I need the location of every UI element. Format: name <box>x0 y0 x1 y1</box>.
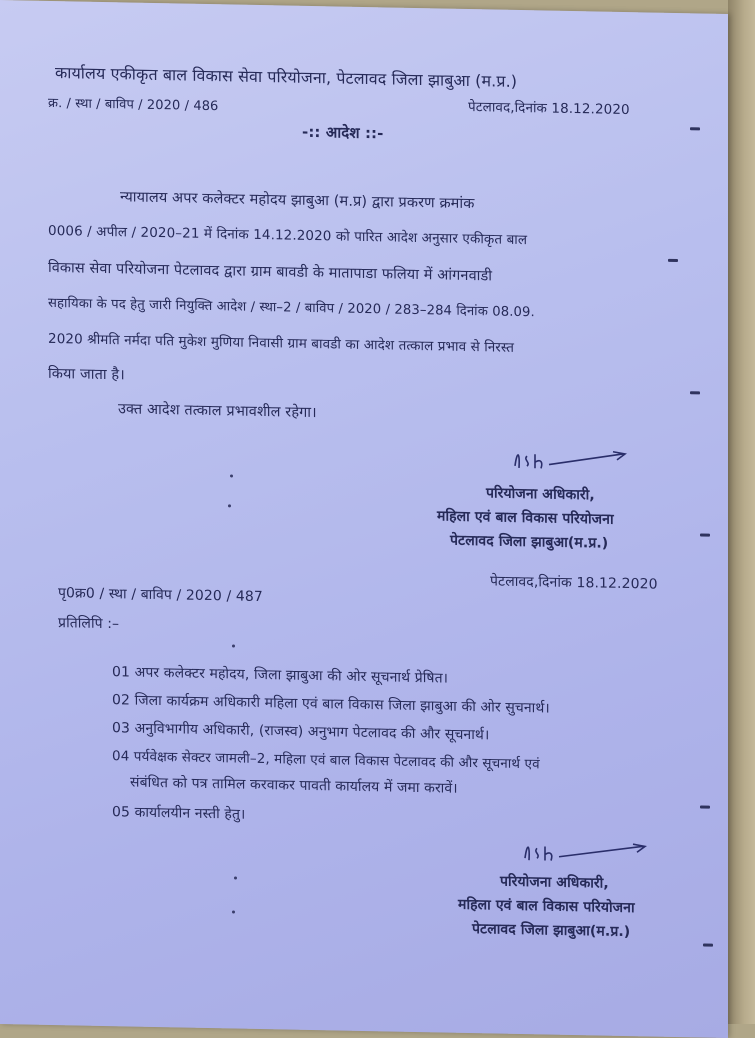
punch-mark <box>700 533 710 536</box>
order-place-date: पेटलावद,दिनांक 18.12.2020 <box>468 98 630 119</box>
speck <box>234 876 237 879</box>
endorsement-reference-number: पृ0क्र0 / स्था / बाविप / 2020 / 487 <box>58 585 263 606</box>
speck <box>232 910 235 913</box>
order-body-line: 2020 श्रीमति नर्मदा पति मुकेश मुणिया निवासी ग्राम बावडी का आदेश तत्काल प्रभाव से निरस्त <box>48 330 515 356</box>
signatory-department: महिला एवं बाल विकास परियोजना <box>437 508 614 528</box>
background-surface <box>728 0 755 1024</box>
recipient-item: 05 कार्यालयीन नस्ती हेतु। <box>112 804 246 823</box>
punch-mark <box>700 805 710 808</box>
recipient-item: 03 अनुविभागीय अधिकारी, (राजस्व) अनुभाग पेटलावद की और सूचनार्थ। <box>112 720 490 744</box>
recipient-item: 04 पर्यवेक्षक सेक्टर जामली–2, महिला एवं बाल विकास पेटलावद की और सूचनार्थ एवं <box>112 748 540 773</box>
signatory-location: पेटलावद जिला झाबुआ(म.प्र.) <box>472 921 631 941</box>
signatory-location: पेटलावद जिला झाबुआ(म.प्र.) <box>450 532 609 552</box>
order-title: -:: आदेश ::- <box>302 122 384 143</box>
signatory-designation: परियोजना अधिकारी, <box>500 873 609 892</box>
signatory-designation: परियोजना अधिकारी, <box>486 485 595 504</box>
signature-scribble <box>505 446 635 478</box>
signature-scribble <box>515 838 655 871</box>
speck <box>230 474 233 477</box>
order-body-line: विकास सेवा परियोजना पेटलावद द्वारा ग्राम बावडी के मातापाडा फलिया में आंगनवाडी <box>48 259 493 285</box>
punch-mark <box>668 259 678 262</box>
order-body-line: किया जाता है। <box>48 365 125 384</box>
copy-label: प्रतिलिपि :– <box>58 615 120 633</box>
punch-mark <box>690 391 700 394</box>
signatory-department: महिला एवं बाल विकास परियोजना <box>458 896 635 917</box>
order-body-line: 0006 / अपील / 2020–21 में दिनांक 14.12.2020 को पारित आदेश अनुसार एकीकृत बाल <box>48 222 528 249</box>
recipient-item: 02 जिला कार्यक्रम अधिकारी महिला एवं बाल विकास जिला झाबुआ की ओर सुचनार्थ। <box>112 692 550 717</box>
order-effect-line: उक्त आदेश तत्काल प्रभावशील रहेगा। <box>118 401 317 422</box>
endorsement-place-date: पेटलावद,दिनांक 18.12.2020 <box>490 573 658 593</box>
recipient-item-continuation: संबंधित को पत्र तामिल करवाकर पावती कार्यालय में जमा करावें। <box>130 774 458 797</box>
order-body-line: सहायिका के पद हेतु जारी नियुक्ति आदेश / स्था–2 / बाविप / 2020 / 283–284 दिनांक 08.09. <box>48 295 535 321</box>
recipient-item: 01 अपर कलेक्टर महोदय, जिला झाबुआ की ओर सूचनार्थ प्रेषित। <box>112 664 449 687</box>
order-body-line: न्यायालय अपर कलेक्टर महोदय झाबुआ (म.प्र) द्वारा प्रकरण क्रमांक <box>120 189 475 213</box>
office-heading: कार्यालय एकीकृत बाल विकास सेवा परियोजना, पेटलावद जिला झाबुआ (म.प्र.) <box>55 63 518 91</box>
punch-mark <box>703 943 713 946</box>
punch-mark <box>690 127 700 130</box>
speck <box>228 504 231 507</box>
speck <box>232 644 235 647</box>
order-reference-number: क्र. / स्था / बाविप / 2020 / 486 <box>48 95 219 115</box>
